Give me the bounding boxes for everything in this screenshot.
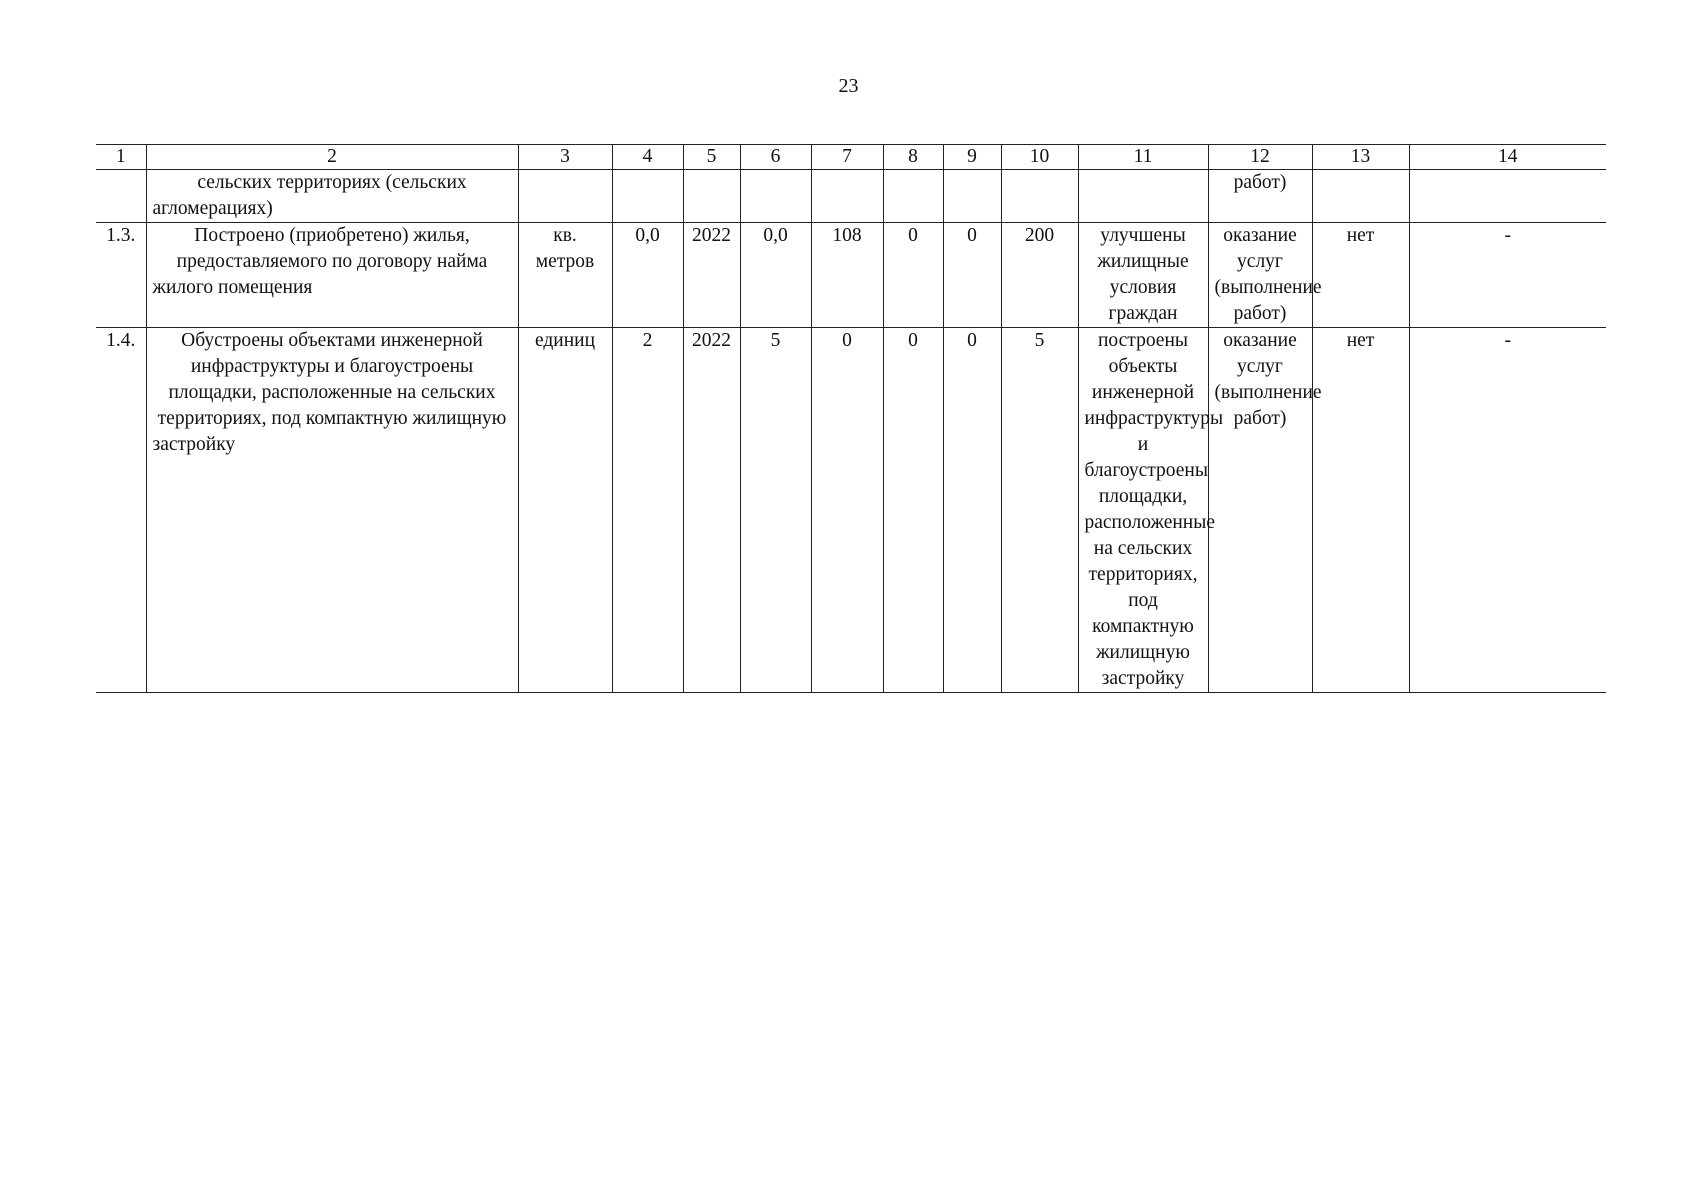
year-cell (683, 170, 740, 223)
row-number-cell (96, 170, 146, 223)
header-cell: 7 (811, 145, 883, 170)
note-cell: - (1409, 223, 1606, 328)
header-cell: 14 (1409, 145, 1606, 170)
result-cell: улучшены жилищные условия граждан (1078, 223, 1208, 328)
table-row-continuation (96, 170, 1606, 223)
flag-cell (1312, 170, 1409, 223)
header-cell: 2 (146, 145, 518, 170)
value-cell (740, 170, 811, 223)
page-number: 23 (838, 75, 859, 97)
header-cell: 10 (1001, 145, 1078, 170)
flag-cell: нет (1312, 223, 1409, 328)
value-cell (811, 170, 883, 223)
value-cell (943, 170, 1001, 223)
unit-cell (518, 170, 612, 223)
value-cell: 0 (883, 328, 943, 693)
header-cell: 3 (518, 145, 612, 170)
value-cell: 2 (612, 328, 683, 693)
row-number-cell: 1.3. (96, 223, 146, 328)
header-cell: 6 (740, 145, 811, 170)
flag-cell: нет (1312, 328, 1409, 693)
value-cell: 5 (1001, 328, 1078, 693)
header-cell: 4 (612, 145, 683, 170)
value-cell: 0,0 (740, 223, 811, 328)
result-cell (1078, 170, 1208, 223)
header-cell: 12 (1208, 145, 1312, 170)
type-cell: оказание услуг (выполнение работ) (1208, 328, 1312, 693)
type-cell: работ) (1208, 170, 1312, 223)
type-cell: оказание услуг (выполнение работ) (1208, 223, 1312, 328)
header-cell: 13 (1312, 145, 1409, 170)
indicator-name-cell: Построено (приобретено) жилья, предоставляемого по договору найма жилого помещения (146, 223, 518, 328)
note-cell (1409, 170, 1606, 223)
header-cell: 9 (943, 145, 1001, 170)
value-cell: 0 (811, 328, 883, 693)
value-cell: 0 (943, 223, 1001, 328)
value-cell: 108 (811, 223, 883, 328)
indicator-name-cell: Обустроены объектами инженерной инфраструктуры и благоустроены площадки, расположенные на сельских территориях, под компактную жилищную застройку (146, 328, 518, 693)
indicator-name-cell: сельских территориях (сельских агломерациях) (146, 170, 518, 223)
table-row-1-3 (96, 223, 1606, 328)
value-cell (612, 170, 683, 223)
header-cell: 8 (883, 145, 943, 170)
note-cell: - (1409, 328, 1606, 693)
value-cell: 5 (740, 328, 811, 693)
value-cell (883, 170, 943, 223)
table-header-row (96, 145, 1606, 170)
row-number-cell: 1.4. (96, 328, 146, 693)
result-cell: построены объекты инженерной инфраструктуры и благоустроены площадки, расположенные на сельских территориях, под компактную жилищную застройку (1078, 328, 1208, 693)
value-cell: 0 (883, 223, 943, 328)
unit-cell: единиц (518, 328, 612, 693)
indicators-table (96, 144, 1606, 693)
unit-cell: кв. метров (518, 223, 612, 328)
year-cell: 2022 (683, 328, 740, 693)
year-cell: 2022 (683, 223, 740, 328)
header-cell: 1 (96, 145, 146, 170)
value-cell (1001, 170, 1078, 223)
value-cell: 0,0 (612, 223, 683, 328)
table-row-1-4 (96, 328, 1606, 693)
header-cell: 5 (683, 145, 740, 170)
header-cell: 11 (1078, 145, 1208, 170)
value-cell: 200 (1001, 223, 1078, 328)
value-cell: 0 (943, 328, 1001, 693)
